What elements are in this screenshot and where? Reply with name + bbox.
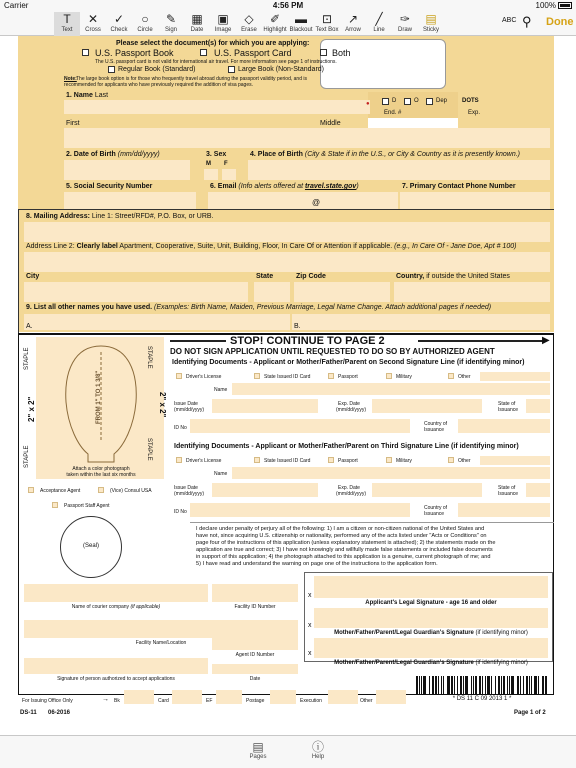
other-fee-label: Other [360,698,373,704]
other-label: Other [458,458,471,464]
guardian-signature-2-field[interactable] [314,608,548,628]
tool-label: Highlight [263,27,287,33]
eraser-icon: ◇ [244,12,254,26]
country-field[interactable] [394,282,550,302]
photo-size-label: 2" x 2" [27,396,36,422]
card-label: Card [158,698,169,704]
tool-label: Text [61,27,73,33]
declaration-line: 5) I have read and understand the warning on page one of the instructions to the application form. [196,561,438,567]
barcode-bar [491,676,492,694]
state-of-label: State of [498,401,516,407]
date-field[interactable] [212,664,298,674]
other-doc-field[interactable] [480,372,550,381]
passport-staff-agent-label: Passport Staff Agent [64,503,110,509]
bottom-tab-bar [0,735,576,768]
carrier-label: Carrier [4,1,29,10]
barcode-bar [479,676,481,694]
place-of-birth-field[interactable] [248,160,550,180]
photo-id-box[interactable] [320,39,446,89]
issue-date-field[interactable] [212,483,318,497]
drivers-license-label: Driver's License [186,458,222,464]
staple-label: STAPLE [146,346,152,369]
o-checkbox[interactable] [404,98,411,105]
barcode [412,676,552,694]
zip-field[interactable] [294,282,390,302]
state-id-card-label: State Issued ID Card [264,374,311,380]
other-name-a-label: A. [26,323,33,330]
barcode-bar [454,676,455,694]
address-line2-label: Address Line 2: Clearly label Apartment, Cooperative, Suite, Unit, Building, Floor, In Care Of or Attention if applicable. (e.g., In Care Of - Jane Doe, Apt # 100) [26,243,517,250]
postage-field[interactable] [270,690,296,704]
large-book-label: Large Book (Non-Standard) [238,66,324,73]
barcode-bar [531,676,532,694]
text-tool-icon: T [63,12,71,26]
tool-arrow-button[interactable] [340,12,366,36]
country-of-issuance-field[interactable] [458,419,550,433]
facility-name-label: Facility Name/Location [135,640,187,646]
vice-consul-checkbox[interactable] [98,487,104,493]
help-button[interactable] [298,740,338,760]
tool-label: Image [214,27,232,33]
id-number-field[interactable] [190,419,410,433]
declaration-line: I declare under penalty of perjury all of the following: 1) I am a citizen or non-citizen national of the United States and [196,526,485,532]
id-number-field[interactable] [190,503,410,517]
postage-label: Postage [246,698,265,704]
passport-label: Passport [338,374,358,380]
continue-arrow-icon: ▶ [542,335,550,346]
barcode-bar [471,676,472,694]
staple-label: STAPLE [24,347,30,370]
passport-book-label: U.S. Passport Book [95,48,174,58]
issuance-label: Issuance [424,511,445,517]
barcode-bar [545,676,547,694]
highlighter-icon: ✐ [269,12,281,26]
tool-label: Erase [241,27,257,33]
barcode-bar [451,676,453,694]
battery-indicator [536,1,572,10]
other-doc-field[interactable] [480,456,550,465]
seal-label: (Seal) [82,543,99,549]
courier-company-field[interactable] [24,584,208,602]
bk-field[interactable] [124,690,154,704]
other-fee-field[interactable] [376,690,406,704]
attach-photo-note-2: taken within the last six months [66,472,136,478]
id-docs-third-heading: Identifying Documents - Applicant or Mother/Father/Parent on Third Signature Line (if identifying minor) [174,443,519,450]
form-id: DS-11 [20,710,37,716]
acceptance-agent-checkbox[interactable] [28,487,34,493]
photo-size-label: 2" x 2" [158,392,167,418]
facility-id-field[interactable] [212,584,298,602]
exp-date-label: Exp. Date [338,401,360,407]
barcode-bar [511,676,514,694]
city-field[interactable] [24,282,248,302]
both-checkbox[interactable] [320,49,327,56]
date-label: Date [249,676,261,682]
tool-label: Text Box [315,27,339,33]
state-label: State [256,273,274,280]
issuing-arrow-icon: → [102,696,109,703]
city-label: City [26,273,40,280]
id-no-label: ID No [174,425,187,431]
check-icon: ✓ [113,12,125,26]
state-of-label: State of [498,485,516,491]
address-line2-field[interactable] [24,252,550,272]
state-id-card-checkbox[interactable] [254,457,260,463]
tool-sign-button[interactable] [158,12,184,36]
exp-date-field[interactable] [372,399,482,413]
other-label: Other [458,374,471,380]
ssn-label: 5. Social Security Number [66,183,153,190]
agent-id-field[interactable] [212,636,298,650]
pages-button[interactable] [238,740,278,760]
clock: 4:56 PM [272,1,304,10]
applicant-signature-label: Applicant's Legal Signature - age 16 and older [365,600,497,606]
declaration-line: application are true and correct; 3) I have not knowingly and willfully made false statements or included false documents [196,547,493,553]
large-book-checkbox[interactable] [228,66,235,73]
tool-label: Arrow [345,27,361,33]
id-no-label: ID No [174,509,187,515]
barcode-bar [507,676,508,694]
barcode-text: * DS 11 C 09 2013 1 * [452,696,512,702]
note-label: Note: [64,76,77,82]
issue-date-label: Issue Date [174,485,198,491]
text-box-icon: ⊡ [321,12,333,26]
barcode-bar [498,676,500,694]
at-sign: @ [312,198,321,207]
vice-consul-label: (Vice) Consul USA [110,488,152,494]
dep-checkbox[interactable] [426,98,433,105]
barcode-bar [485,676,486,694]
courier-company-label: Name of courier company (if applicable) [71,604,161,610]
issuance-label: Issuance [498,407,519,413]
mailing-label: 8. Mailing Address: Line 1: Street/RFD#, P.O. Box, or URB. [26,213,214,220]
d-label: D [392,98,397,104]
country-of-label: Country of [424,421,448,427]
staple-label: STAPLE [146,438,152,461]
barcode-bar [465,676,468,694]
acceptance-agent-label: Acceptance Agent [40,488,81,494]
dob-field[interactable] [64,160,190,180]
tool-cross-button[interactable] [80,12,106,36]
barcode-bar [443,676,444,694]
state-id-card-checkbox[interactable] [254,373,260,379]
first-label: First [66,120,80,127]
tool-label: Blackout [289,27,313,33]
status-bar [0,0,576,12]
barcode-bar [429,676,430,694]
card-note: The U.S. passport card is not valid for international air travel. For more information see page 1 of instructions. [95,59,337,65]
passport-book-checkbox[interactable] [82,49,89,56]
tool-label: Line [373,27,385,33]
tool-date-button[interactable] [184,12,210,36]
authorized-signature-label: Signature of person authorized to accept applications [57,676,175,682]
barcode-bar [473,676,474,694]
passport-card-checkbox[interactable] [200,49,207,56]
done-button[interactable]: Done [546,16,574,28]
note-line-2: recommended for applicants who have previously required the addition of visa pages. [64,82,253,88]
country-of-issuance-field[interactable] [458,503,550,517]
tool-label: Cross [85,27,101,33]
state-id-card-label: State Issued ID Card [264,458,311,464]
issue-date-label: Issue Date [174,401,198,407]
military-checkbox[interactable] [386,373,392,379]
help-icon: ⓘ [311,740,324,754]
id-name-field[interactable] [232,467,550,479]
search-icon[interactable]: ⚲ [522,14,532,29]
page-number: Page 1 of 2 [514,710,546,716]
battery-icon [558,2,572,9]
stop-banner: STOP! CONTINUE TO PAGE 2 [230,335,385,347]
cross-icon: ✕ [87,12,99,26]
dep-label: Dep [436,98,448,104]
country-label: Country, if outside the United States [396,273,510,280]
barcode-bar [482,676,483,694]
o-label: O [414,98,419,104]
ef-field[interactable] [216,690,242,704]
issuance-label: Issuance [424,427,445,433]
photo-head-size-label: FROM 1" TO 1 3/8" [96,370,102,424]
barcode-bar [503,676,505,694]
sign-icon: ✎ [165,12,177,26]
note-line-1: The large book option is for those who frequently travel abroad during the passport validity period, and is [76,76,307,82]
authorized-signature-field[interactable] [24,658,208,674]
barcode-bar [438,676,439,694]
tool-label: Sign [164,27,177,33]
barcode-bar [542,676,544,694]
tool-blackout-button[interactable] [288,12,314,36]
both-label: Both [332,48,351,58]
drivers-license-checkbox[interactable] [176,457,182,463]
tool-circle-button[interactable] [132,12,158,36]
annotation-toolbar [0,12,576,36]
place-of-birth-label: 4. Place of Birth (City & State if in the U.S., or City & Country as it is presently known.) [250,151,520,158]
tool-highlight-button[interactable] [262,12,288,36]
tool-label: Check [110,27,128,33]
barcode-bar [463,676,464,694]
tool-sticky-button[interactable] [418,12,444,36]
barcode-bar [526,676,528,694]
regular-book-label: Regular Book (Standard) [118,66,196,73]
end-label: End. # [384,110,402,116]
barcode-bar [517,676,519,694]
state-field[interactable] [254,282,290,302]
middle-label: Middle [320,120,341,127]
barcode-bar [487,676,490,694]
staple-label: STAPLE [24,445,30,468]
military-checkbox[interactable] [386,457,392,463]
barcode-bar [529,676,530,694]
barcode-bar [419,676,420,694]
issuance-label: Issuance [498,491,519,497]
drivers-license-label: Driver's License [186,374,222,380]
female-label: F [224,161,228,167]
other-names-label: 9. List all other names you have used. (Examples: Birth Name, Maiden, Previous Marriage, Legal Name Change. Attach additional pages if needed) [26,304,492,311]
zip-label: Zip Code [296,273,326,280]
barcode-bar [441,676,442,694]
execution-label: Execution [300,698,322,704]
calendar-icon: ▦ [191,12,203,26]
attach-photo-note-1: Attach a color photograph [72,466,130,472]
pages-label: Pages [249,754,267,760]
tool-check-button[interactable] [106,12,132,36]
tool-text-box-button[interactable] [314,12,340,36]
guardian-signature-3-field[interactable] [314,638,548,658]
other-checkbox[interactable] [448,457,454,463]
last-name-field[interactable] [64,100,370,114]
female-field[interactable] [222,169,236,180]
tool-line-button[interactable] [366,12,392,36]
tool-label: Draw [397,27,412,33]
ef-label: EF [206,698,213,704]
applicant-signature-field[interactable] [314,576,548,598]
other-name-b-label: B. [294,323,301,330]
circle-icon: ○ [141,12,149,26]
address-line1-field[interactable] [24,222,550,242]
exp-date-label: Exp. Date [338,485,360,491]
regular-book-checkbox[interactable] [108,66,115,73]
tool-text-button[interactable] [54,12,80,36]
barcode-bar [523,676,524,694]
tool-label: Circle [137,27,153,33]
issuing-office-label: For Issuing Office Only [22,698,73,704]
military-label: Military [396,458,412,464]
exp-label: Exp. [468,110,481,116]
passport-card-label: U.S. Passport Card [214,48,292,58]
dob-label: 2. Date of Birth (mm/dd/yyyy) [66,151,160,158]
bk-label: Bk [114,698,120,704]
battery-percent: 100% [535,1,556,10]
barcode-bar [534,676,537,694]
passport-checkbox[interactable] [328,373,334,379]
x-mark: x [308,592,312,599]
declaration-line: in support of this application; 4) the photograph attached to this application is a genuine, current photograph of me; and [196,554,491,560]
barcode-bar [495,676,496,694]
passport-checkbox[interactable] [328,457,334,463]
barcode-bar [432,676,434,694]
name-label: Name [214,387,228,393]
barcode-bar [421,676,422,694]
image-icon: ▣ [217,12,229,26]
male-label: M [206,161,211,167]
help-label: Help [311,754,325,760]
state-of-issuance-field[interactable] [526,483,550,497]
guardian-signature-2-label: Mother/Father/Parent/Legal Guardian's Signature (if identifying minor) [334,630,528,636]
tool-label: Date [190,27,204,33]
barcode-bar [447,676,450,694]
barcode-bar [423,676,426,694]
middle-name-field[interactable] [318,128,550,148]
name-label: Name [214,471,228,477]
other-name-a-field[interactable] [24,314,290,330]
tool-erase-button[interactable] [236,12,262,36]
barcode-bar [457,676,458,694]
card-field[interactable] [172,690,202,704]
facility-id-label: Facility ID Number [234,604,276,610]
d-checkbox[interactable] [382,98,389,105]
barcode-bar [416,676,418,694]
passport-label: Passport [338,458,358,464]
agent-id-label: Agent ID Number [235,652,275,658]
date-format-label: (mm/dd/yyyy) [174,491,204,497]
date-format-label: (mm/dd/yyyy) [336,491,366,497]
male-field[interactable] [204,169,218,180]
barcode-bar [538,676,539,694]
email-label: 6. Email (Info alerts offered at travel.state.gov) [210,183,359,190]
line-icon: ╱ [375,12,383,26]
form-page: Please select the document(s) for which you are applying: U.S. Passport Book U.S. Passport Card Both The U.S. passport card is not valid for international air travel. For more information see page 1 of instructions. Regular Book (Standard) Large Book (Non-Standard) Note: The large book option is for those who frequently travel abroad during the passport validity period, and is recommended for applicants who have previously required the addition of visa pages. 1. Name Last ● D O Dep DOTS End. # Exp. First Middle 2. Date of Birth (mm/dd/yyyy) 3. Sex M F 4. Place of Birth (City & State if in the U.S., or City & Country as it is presently known.) 5. Social Security Number 6. Email (Info alerts offered at travel.state.gov) @ 7. Primary Contact Phone Number 8. Mailing Address: Line 1: Street/RFD#, P.O. Box, or URB. Address Line 2: Clearly label Apartment, Cooperative, Suite, Unit, Building, Floor, In Care Of or Attention if applicable. (e.g., In Care Of - Jane Doe, Apt # 100) City State Zip Code Country, if outside the United States 9. List all other names you have used. (Examples: Birth Name, Maiden, Previous Marriage, Legal Name Change. Attach additional pages if needed) A. B. STOP! CONTINUE TO PAGE 2 ▶ DO NOT SIGN APPLICATION UNTIL REQUESTED TO DO SO BY AUTHORIZED AGENT STAPLE STAPLE STAPLE STAPLE 2" x 2" 2" x 2" FROM 1" TO 1 3/8" Attach a color photograph taken within the last six months Identifying Documents - Applicant or Mother/Father/Parent on Second Signature Line (if identifying minor) Identifying Documents - Applicant or Mother/Father/Parent on Third Signature Line (if identifying minor) Acceptance Agent (Vice) Consul USA Passport Staff Agent (Seal) I declare under penalty of perjury all of the following: 1) I am a citizen or non-citizen national of the United States and have not, since acquiring U.S. citizenship or nationality, performed any of the acts listed under "Acts or Conditions" on page four of the instructions of this application (unless explanatory statement is attached); 2) the statements made on the application are true and correct; 3) I have not knowingly and willfully made false statements or included false documents in support of this application; 4) the photograph attached to this application is a genuine, current photograph of me; and 5) I have read and understand the warning on page one of the instructions to the application form. x Applicant's Legal Signature - age 16 and older x Mother/Father/Parent/Legal Guardian's Signature (if identifying minor) x Mother/Father/Parent/Legal Guardian's Signature (if identifying minor) Name of courier company (if applicable) Facility ID Number Facility Name/Location Agent ID Number Signature of person authorized to accept applications Date For Issuing Office Only → Bk Card EF Postage Execution Other * DS 11 C 09 2013 1 * DS-11 06-2016 Page 1 of 2 Driver's License State Issued ID Card Passport Military Other Name Issue Date (mm/dd/yyyy) Exp. Date (mm/dd/yyyy) State of Issuance ID No Country of Issuance Driver's License State Issued ID Card Passport Military Other Name Issue Date (mm/dd/yyyy) Exp. Date (mm/dd/yyyy) State of Issuance ID No Country of Issuance [18,36,556,722]
spell-check-icon[interactable]: ABC [502,17,517,24]
other-name-b-field[interactable] [292,314,550,330]
first-name-field[interactable] [64,128,318,148]
drivers-license-checkbox[interactable] [176,373,182,379]
declaration-line: have not, since acquiring U.S. citizenship or nationality, performed any of the acts listed under "Acts or Conditions" on [196,533,487,539]
dots-label: DOTS [462,98,479,104]
barcode-bar [460,676,462,694]
country-of-label: Country of [424,505,448,511]
execution-field[interactable] [328,690,358,704]
barcode-bar [501,676,502,694]
issue-date-field[interactable] [212,399,318,413]
form-date: 06-2016 [48,710,71,716]
state-of-issuance-field[interactable] [526,399,550,413]
date-format-label: (mm/dd/yyyy) [336,407,366,413]
do-not-sign-notice: DO NOT SIGN APPLICATION UNTIL REQUESTED TO DO SO BY AUTHORIZED AGENT [170,347,495,356]
name-label: 1. Name Last [66,92,109,99]
barcode-bar [509,676,510,694]
barcode-bar [520,676,521,694]
tool-draw-button[interactable] [392,12,418,36]
other-checkbox[interactable] [448,373,454,379]
guardian-signature-3-label: Mother/Father/Parent/Legal Guardian's Signature (if identifying minor) [334,660,528,666]
sticky-note-icon: ▤ [425,12,437,26]
tool-image-button[interactable] [210,12,236,36]
tool-label: Sticky [422,27,439,33]
barcode-bar [435,676,437,694]
declaration-line: page four of the instructions of this application (unless explanatory statement is attached); 2) the statements made on the [196,540,496,546]
sex-label: 3. Sex [206,151,227,158]
office-use-panel [368,92,458,118]
id-name-field[interactable] [232,383,550,395]
passport-staff-agent-checkbox[interactable] [52,502,58,508]
x-mark: x [308,622,312,629]
exp-date-field[interactable] [372,483,482,497]
x-mark: x [308,650,312,657]
barcode-bar [475,676,477,694]
id-docs-second-heading: Identifying Documents - Applicant or Mother/Father/Parent on Second Signature Line (if identifying minor) [172,359,525,366]
phone-label: 7. Primary Contact Phone Number [402,183,516,190]
date-format-label: (mm/dd/yyyy) [174,407,204,413]
draw-icon: ✑ [399,12,411,26]
military-label: Military [396,374,412,380]
pages-icon: ▤ [252,740,264,754]
select-heading: Please select the document(s) for which you are applying: [116,40,310,47]
blackout-icon: ▬ [295,12,307,26]
arrow-icon: ↗ [347,12,359,26]
